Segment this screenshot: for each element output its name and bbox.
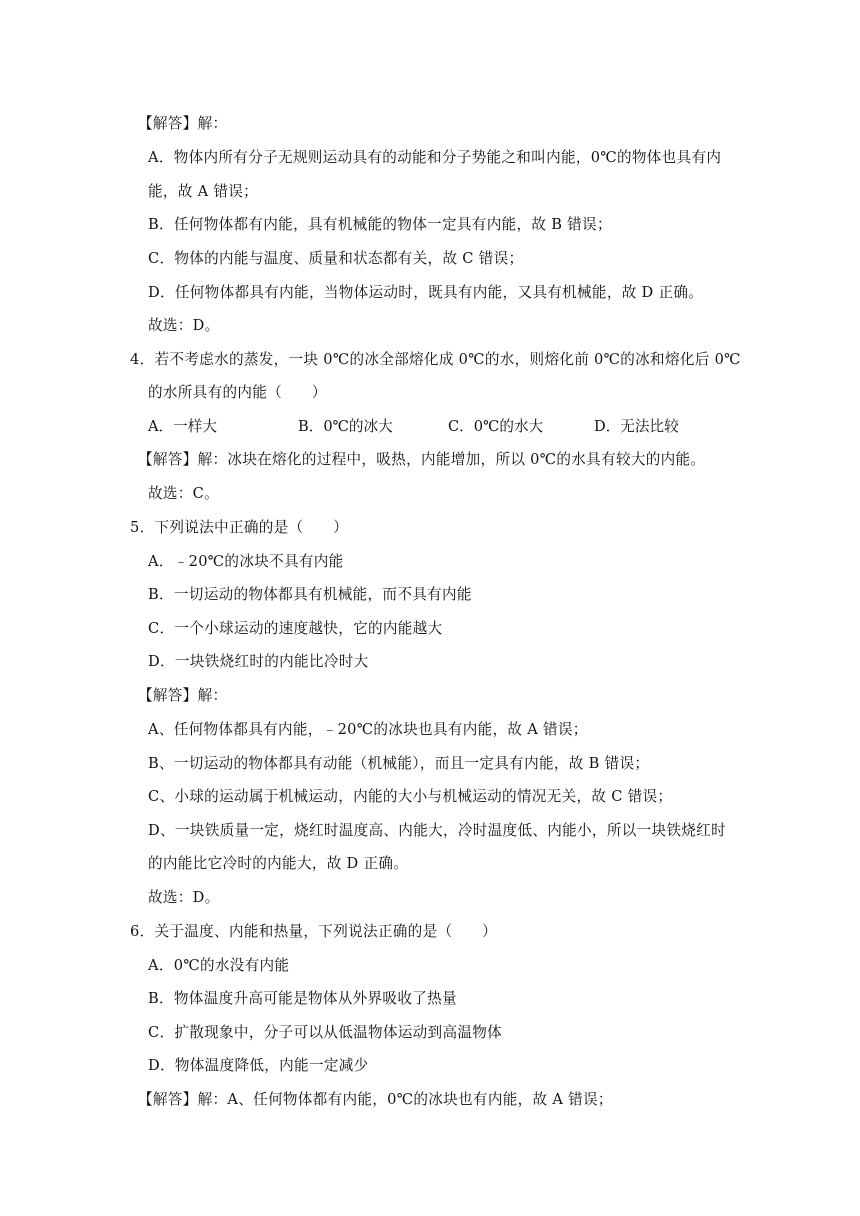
q3-answer-label: 【解答】解： <box>138 115 228 132</box>
q5-answer-a: A、任何物体都具有内能，﹣20℃的冰块也具有内能，故 A 错误； <box>148 721 588 738</box>
q6-option-a: A．0℃的水没有内能 <box>148 957 290 974</box>
q4-option-b: B．0℃的冰大 <box>298 418 393 435</box>
q3-answer-b: B．任何物体都有内能，具有机械能的物体一定具有内能，故 B 错误； <box>148 216 612 233</box>
q3-answer-a-line2: 能，故 A 错误； <box>148 183 259 200</box>
q5-option-b: B．一切运动的物体都具有机械能，而不具有内能 <box>148 586 472 603</box>
q6-stem: 6．关于温度、内能和热量，下列说法正确的是（ ） <box>130 923 498 940</box>
q6-option-d: D．物体温度降低，内能一定减少 <box>148 1057 369 1074</box>
q6-answer-a: 【解答】解：A、任何物体都有内能，0℃的冰块也有内能，故 A 错误； <box>138 1091 613 1108</box>
q5-answer-b: B、一切运动的物体都具有动能（机械能），而且一定具有内能，故 B 错误； <box>148 755 650 772</box>
q4-option-c: C．0℃的水大 <box>448 418 544 435</box>
q4-option-a: A．一样大 <box>148 418 217 435</box>
q3-select: 故选：D。 <box>148 317 220 334</box>
q5-answer-d-line1: D、一块铁质量一定，烧红时温度高、内能大，冷时温度低、内能小，所以一块铁烧红时 <box>148 822 726 839</box>
q4-select: 故选：C。 <box>148 485 220 502</box>
q4-answer: 【解答】解：冰块在熔化的过程中，吸热，内能增加，所以 0℃的水具有较大的内能。 <box>138 451 706 468</box>
q5-stem: 5．下列说法中正确的是（ ） <box>130 519 349 536</box>
q5-answer-label: 【解答】解： <box>138 687 228 704</box>
q5-answer-d-line2: 的内能比它冷时的内能大，故 D 正确。 <box>148 855 409 872</box>
q3-answer-a-line1: A．物体内所有分子无规则运动具有的动能和分子势能之和叫内能，0℃的物体也具有内 <box>148 149 722 166</box>
q5-select: 故选：D。 <box>148 889 220 906</box>
q4-stem-line1: 4．若不考虑水的蒸发，一块 0℃的冰全部熔化成 0℃的水，则熔化前 0℃的冰和熔化后 0℃ <box>130 351 741 368</box>
q5-option-c: C．一个小球运动的速度越快，它的内能越大 <box>148 620 443 637</box>
q4-option-d: D．无法比较 <box>594 418 679 435</box>
q3-answer-d: D．任何物体都具有内能，当物体运动时，既具有内能，又具有机械能，故 D 正确。 <box>148 284 704 301</box>
q3-answer-c: C．物体的内能与温度、质量和状态都有关，故 C 错误； <box>148 250 524 267</box>
q6-option-b: B．物体温度升高可能是物体从外界吸收了热量 <box>148 990 457 1007</box>
q5-answer-c: C、小球的运动属于机械运动，内能的大小与机械运动的情况无关，故 C 错误； <box>148 788 673 805</box>
q5-option-d: D．一块铁烧红时的内能比冷时大 <box>148 653 369 670</box>
q5-option-a: A．﹣20℃的冰块不具有内能 <box>148 553 344 570</box>
q6-option-c: C．扩散现象中，分子可以从低温物体运动到高温物体 <box>148 1024 503 1041</box>
q4-stem-line2: 的水所具有的内能（ ） <box>148 384 327 401</box>
